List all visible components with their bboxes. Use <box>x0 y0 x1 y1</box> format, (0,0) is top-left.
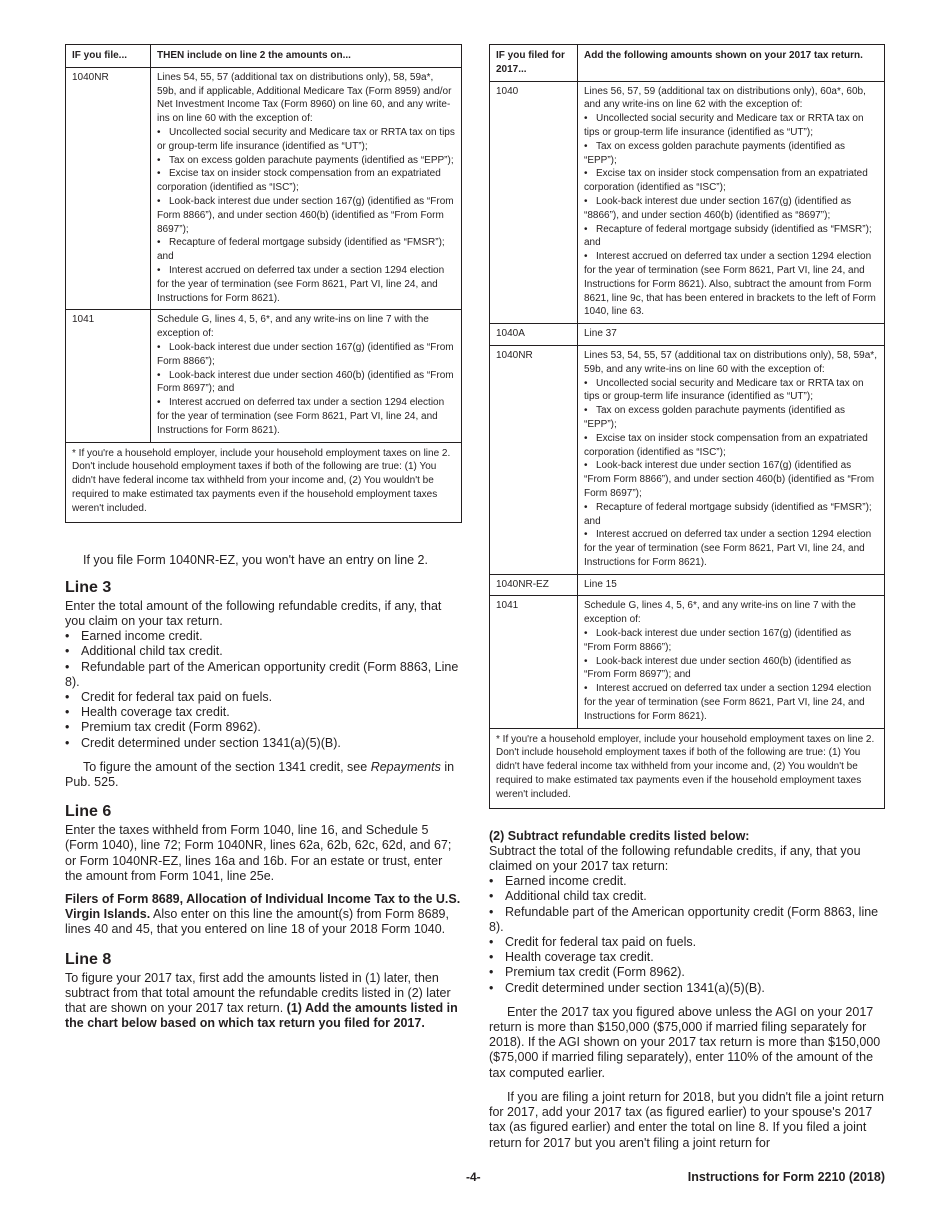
list-item: • Refundable part of the American opportunity credit (Form 8863, line 8). <box>489 905 885 935</box>
form8689-bold: Filers of Form 8689, Allocation of Individual Income Tax to the U.S. Virgin Islands. <box>65 891 461 922</box>
list-item: • Additional child tax credit. <box>65 644 462 659</box>
table-header-cell: IF you filed for 2017... <box>490 45 578 82</box>
amounts-cell: Line 15 <box>578 574 885 596</box>
repayments-ref: Repayments <box>370 759 441 774</box>
cell-intro: Lines 54, 55, 57 (additional tax on distributions only), 58, 59a*, 59b, and if applicable, Additional Medicare Tax (Form 8959) and/or Net Investment Income Tax (Form 8960) on line 60, and any write-ins on line 60 with the exception of: <box>157 71 452 125</box>
subtract-credit-list <box>489 874 885 996</box>
cell-bullet: • Look-back interest due under section 167(g) (identified as “From Form 8866”); <box>584 627 878 655</box>
cell-bullet: • Tax on excess golden parachute payments (identified as “EPP”); <box>584 140 878 168</box>
cell-bullet: • Interest accrued on deferred tax under a section 1294 election for the year of termination (see Form 8621, Part VI, line 24, and Instructions for Form 8621). <box>584 682 878 723</box>
amounts-cell <box>151 310 462 442</box>
cell-bullet: • Excise tax on insider stock compensation from an expatriated corporation (identified as “ISC”); <box>157 167 455 195</box>
form-cell: 1041 <box>490 596 578 728</box>
cell-bullet: • Tax on excess golden parachute payments (identified as “EPP”); <box>157 154 455 168</box>
right-2017-tax-table <box>489 44 885 809</box>
cell-bullet: • Uncollected social security and Medicare tax or RRTA tax on tips or group-term life insurance (identified as “UT”); <box>584 377 878 405</box>
table-header-cell: THEN include on line 2 the amounts on... <box>151 45 462 68</box>
cell-bullet: • Recapture of federal mortgage subsidy (identified as “FMSR”); and <box>157 236 455 264</box>
cell-bullet: • Interest accrued on deferred tax under a section 1294 election for the year of termination (see Form 8621, Part VI, line 24, and Instructions for Form 8621). <box>157 264 455 305</box>
line3-intro: Enter the total amount of the following refundable credits, if any, that you claim on your tax return. <box>65 598 442 628</box>
cell-bullet: • Interest accrued on deferred tax under a section 1294 election for the year of termination (see Form 8621, Part VI, line 24, and Instructions for Form 8621). Also, subtract the amount from Form 8621, line 9c, that has been entered in brackets to the left of Form 1040, line 63. <box>584 250 878 319</box>
amounts-cell <box>151 67 462 310</box>
amounts-cell <box>578 596 885 728</box>
cell-bullet: • Look-back interest due under section 167(g) (identified as “From Form 8866”), and under section 460(b) (identified as “From Form 8697”); <box>157 195 455 236</box>
page-number: -4- <box>466 1170 481 1184</box>
nr-ez-note: If you file Form 1040NR-EZ, you won't have an entry on line 2. <box>83 552 428 567</box>
amounts-cell <box>578 345 885 574</box>
cell-intro: Schedule G, lines 4, 5, 6*, and any write-ins on line 7 with the exception of: <box>157 314 429 340</box>
cell-bullet: • Look-back interest due under section 460(b) (identified as “From Form 8697”); and <box>584 655 878 683</box>
list-item: • Earned income credit. <box>489 874 885 889</box>
subtract-credits-block <box>489 829 885 875</box>
table-row <box>490 324 885 346</box>
table-row <box>66 67 462 310</box>
cell-bullet: • Excise tax on insider stock compensation from an expatriated corporation (identified as “ISC”); <box>584 167 878 195</box>
right-column <box>489 44 885 1157</box>
subtract-intro: Subtract the total of the following refundable credits, if any, that you claimed on your 2017 tax return: <box>489 843 861 874</box>
table-row <box>490 596 885 728</box>
table-row <box>490 345 885 574</box>
line6-heading: Line 6 <box>65 803 112 821</box>
line3-note-text: To figure the amount of the section 1341 credit, see <box>83 759 371 774</box>
cell-bullet: • Look-back interest due under section 167(g) (identified as “From Form 8866”); <box>157 341 455 369</box>
line6-filers-note <box>65 892 462 938</box>
list-item: • Credit for federal tax paid on fuels. <box>489 935 885 950</box>
agi-paragraph: Enter the 2017 tax you figured above unless the AGI on your 2017 return is more than $150,000 ($75,000 if married filing separately for 2018). If the AGI shown on your 2017 tax return is more than $150,000 ($75,000 if married filing separately), enter 110% of the amount of the tax computed earlier. <box>489 1004 881 1080</box>
form-cell: 1040 <box>490 81 578 324</box>
list-item: • Credit determined under section 1341(a)(5)(B). <box>65 736 462 751</box>
cell-bullet: • Look-back interest due under section 167(g) (identified as “8866”), and under section 460(b) (identified as “8697”); <box>584 195 878 223</box>
subtract-heading: (2) Subtract refundable credits listed below: <box>489 828 750 843</box>
list-item: • Premium tax credit (Form 8962). <box>65 720 462 735</box>
table-footnote: * If you're a household employer, include your household employment taxes on line 2. Don't include household employment taxes if both of the following are true: (1) You didn't have federal income tax withheld from your income and, (2) You wouldn't be required to make estimated tax payments even if the household employment taxes weren't included. <box>490 728 885 808</box>
list-item: • Refundable part of the American opportunity credit (Form 8863, Line 8). <box>65 660 462 690</box>
amounts-cell <box>578 81 885 324</box>
list-item: • Earned income credit. <box>65 629 462 644</box>
cell-bullet: • Uncollected social security and Medicare tax or RRTA tax on tips or group-term life insurance (identified as “UT”); <box>157 126 455 154</box>
list-item: • Health coverage tax credit. <box>65 705 462 720</box>
line3-note <box>65 760 462 790</box>
cell-bullet: • Look-back interest due under section 460(b) (identified as “From Form 8697”); and <box>157 369 455 397</box>
line8-intro: To figure your 2017 tax, first add the amounts listed in (1) later, then subtract from that total amount the refundable credits listed in (2) later that are shown on your 2017 tax return. <box>65 970 451 1015</box>
cell-bullet: • Recapture of federal mortgage subsidy (identified as “FMSR”); and <box>584 501 878 529</box>
cell-bullet: • Uncollected social security and Medicare tax or RRTA tax on tips or group-term life insurance (identified as “UT”); <box>584 112 878 140</box>
list-item: • Credit for federal tax paid on fuels. <box>65 690 462 705</box>
cell-intro: Lines 53, 54, 55, 57 (additional tax on distributions only), 58, 59a*, 59b, and any write-ins on line 60 with the exception of: <box>584 349 877 375</box>
list-item: • Health coverage tax credit. <box>489 950 885 965</box>
list-item: • Credit determined under section 1341(a)(5)(B). <box>489 981 885 996</box>
line3-note-text: in Pub. 525. <box>65 759 455 789</box>
form-cell: 1040NR-EZ <box>490 574 578 596</box>
table-row <box>490 574 885 596</box>
form-cell: 1040A <box>490 324 578 346</box>
table-row <box>66 310 462 442</box>
cell-intro: Lines 56, 57, 59 (additional tax on distributions only), 60a*, 60b, and any write-ins on line 62 with the exception of: <box>584 85 866 111</box>
cell-bullet: • Interest accrued on deferred tax under a section 1294 election for the year of termination (see Form 8621, Part VI, line 24, and Instructions for Form 8621). <box>584 528 878 569</box>
cell-intro: Schedule G, lines 4, 5, 6*, and any write-ins on line 7 with the exception of: <box>584 600 856 626</box>
form-cell: 1041 <box>66 310 151 442</box>
list-item: • Additional child tax credit. <box>489 889 885 904</box>
amounts-cell: Line 37 <box>578 324 885 346</box>
left-body <box>65 553 462 1032</box>
cell-bullet: • Excise tax on insider stock compensation from an expatriated corporation (identified as “ISC”); <box>584 432 878 460</box>
right-body <box>489 829 885 1151</box>
cell-bullet: • Interest accrued on deferred tax under a section 1294 election for the year of termination (see Form 8621, Part VI, line 24, and Instructions for Form 8621). <box>157 396 455 437</box>
cell-bullet: • Tax on excess golden parachute payments (identified as “EPP”); <box>584 404 878 432</box>
cell-bullet: • Recapture of federal mortgage subsidy (identified as “FMSR”); and <box>584 223 878 251</box>
line3-credit-list <box>65 629 462 751</box>
joint-return-paragraph: If you are filing a joint return for 2018, but you didn't file a joint return for 2017, add your 2017 tax (as figured earlier) to your spouse's 2017 tax (as figured earlier) and enter the total on line 8. If you filed a joint return for 2017 but you aren't filing a joint return for <box>489 1089 884 1150</box>
document-title: Instructions for Form 2210 (2018) <box>687 1170 885 1184</box>
table-header-cell: IF you file... <box>66 45 151 68</box>
form-cell: 1040NR <box>66 67 151 310</box>
list-item: • Premium tax credit (Form 8962). <box>489 965 885 980</box>
line8-heading: Line 8 <box>65 950 112 968</box>
line6-after: Also enter on this line the amount(s) from Form 8689, lines 40 and 45, that you entered on line 18 of your 2018 Form 1040. <box>65 907 449 937</box>
form-cell: 1040NR <box>490 345 578 574</box>
left-column <box>65 44 462 1037</box>
line8-text <box>65 971 462 1032</box>
line6-text: Enter the taxes withheld from Form 1040, line 16, and Schedule 5 (Form 1040), line 72; Form 1040NR, lines 62a, 62b, 62c, 62d, and 67; or Form 1040NR-EZ, lines 16a and 16b. For an estate or trust, enter the amount from Form 1041, line 25e. <box>65 823 452 883</box>
cell-bullet: • Look-back interest due under section 167(g) (identified as “From Form 8866”), and under section 460(b) (identified as “From Form 8697”); <box>584 459 878 500</box>
left-line2-table <box>65 44 462 523</box>
line3-heading: Line 3 <box>65 578 112 596</box>
table-footnote: * If you're a household employer, include your household employment taxes on line 2. Don't include household employment taxes if both of the following are true: (1) You didn't have federal income tax withheld from your income and, (2) You wouldn't be required to make estimated tax payments even if the household employment taxes weren't included. <box>66 442 462 522</box>
table-header-cell: Add the following amounts shown on your 2017 tax return. <box>578 45 885 82</box>
line8-bold: (1) Add the amounts listed in the chart below based on which tax return you filed for 2017. <box>65 1000 458 1031</box>
table-row <box>490 81 885 324</box>
